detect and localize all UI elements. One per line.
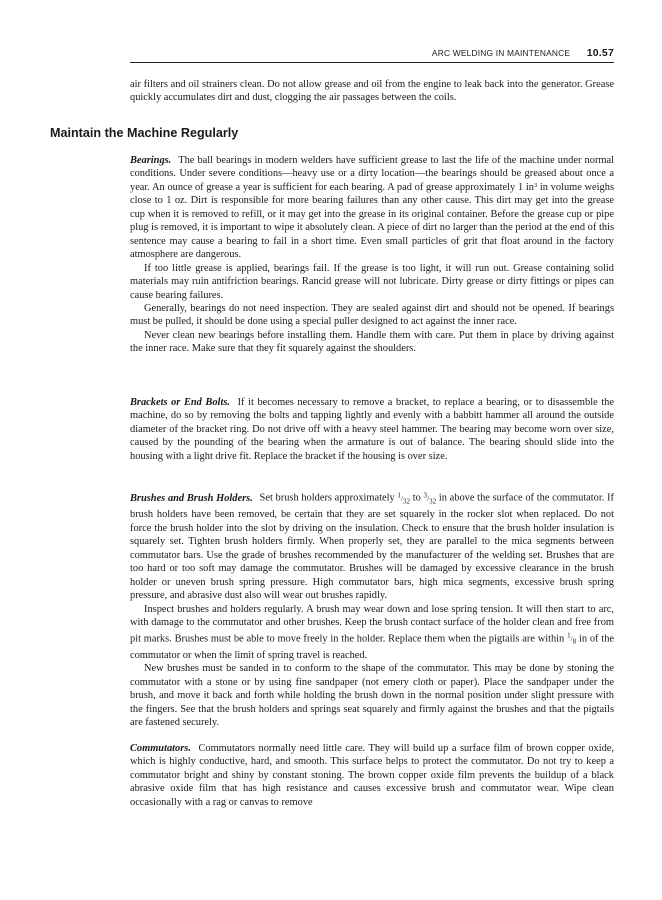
brushes-text-2a: Inspect brushes and holders regularly. A brush may wear down and lose spring tension. It will then start to arc, with damage to the commutator and other brushes. Keep the brush contact surface of the holder clean and free from pit marks. Brushes must be able to move freely in the holder. Replace them when the pigtails are within (130, 603, 614, 645)
brackets-block (130, 396, 614, 463)
commutators-heading: Commutators. (130, 743, 191, 754)
brushes-text-1a: Set brush holders approximately (259, 492, 398, 504)
bearings-paragraph-1 (130, 154, 614, 262)
running-header (130, 47, 614, 59)
bearings-text-1a: The ball bearings in modern welders have sufficient grease to last the life of the machine under normal conditions. Under severe conditions—heavy use or a dirty location—the bearings should be greased about once a year. An ounce of grease a year is sufficient for each bearing. A pad of grease approximately 1 in (130, 155, 614, 193)
brushes-paragraph-1 (130, 489, 614, 603)
brushes-to: to (410, 492, 424, 504)
brushes-heading: Brushes and Brush Holders. (130, 492, 253, 504)
bearings-paragraph-4: Never clean new bearings before installing them. Handle them with care. Put them in place by driving against the inner race. Make sure that they fit squarely against the shoulders. (130, 329, 614, 355)
brackets-heading: Brackets or End Bolts. (130, 397, 230, 408)
brushes-text-2b: in of the commutator or when the limit of spring travel is reached. (130, 633, 615, 661)
cubed-superscript: 3 (533, 181, 538, 189)
intro-paragraph-block (130, 78, 614, 105)
brushes-block (130, 489, 614, 730)
running-title: ARC WELDING IN MAINTENANCE (431, 48, 571, 58)
header-rule (130, 62, 614, 63)
bearings-paragraph-2: If too little grease is applied, bearings fail. If the grease is too light, it will run out. Grease containing solid materials may ruin antifriction bearings. Rancid grease will not lubricate. Dirty grease or dirty fittings or pipes can cause bearing failures. (130, 262, 614, 301)
brackets-text: If it becomes necessary to remove a bracket, to replace a bearing, or to disassemble the machine, do so by removing the bolts and tapping lightly and evenly with a babbitt hammer all around the outside diameter of the bracket ring. Do not drive off with a heavy steel hammer. The bearing may become worn over size, caused by the pounding of the bearing when the armature is out of balance. The bearing should slide into the housing with a light drive fit. Replace the bracket if the housing is over size. (130, 397, 614, 462)
commutators-paragraph-1 (130, 742, 614, 809)
fraction-3-32: $^3/_{32}$ (423, 491, 437, 505)
brushes-paragraph-2 (130, 603, 614, 663)
fraction-1-8: $^1/_8$ (567, 631, 577, 646)
commutators-text: Commutators normally need little care. They will build up a surface film of brown copper oxide, which is highly conductive, hard, and smooth. This surface helps to protect the commutator. Do not try to keep a commutator bright and shiny by constant stoning. The brown copper oxide film prevents the buildup of a black abrasive oxide film that has high resistance and causes excessive brush and commutator wear. Wipe clean occasionally with a rag or canvas to remove (130, 743, 614, 808)
commutators-block (130, 742, 614, 809)
bearings-paragraph-3: Generally, bearings do not need inspection. They are sealed against dirt and should not be opened. If bearings must be pulled, it should be done using a special puller designed to act against the inner race. (130, 302, 614, 328)
section-heading: Maintain the Machine Regularly (50, 126, 239, 140)
brackets-paragraph-1 (130, 396, 614, 463)
bearings-block (130, 154, 614, 356)
intro-paragraph: air filters and oil strainers clean. Do not allow grease and oil from the engine to leak back into the generator. Grease quickly accumulates dirt and dust, clogging the air passages between the coils. (130, 79, 614, 104)
bearings-heading: Bearings. (130, 155, 172, 166)
brushes-paragraph-3: New brushes must be sanded in to conform to the shape of the commutator. This may be done by stoning the commutator with a stone or by using fine sandpaper (not emery cloth or paper). Place the sandpaper under the brush, and move it back and forth while holding the brush down in the normal position under slight pressure with the fingers. See that the brush holders and springs seat squarely and firmly against the brushes and that the pigtails are fastened securely. (130, 663, 614, 729)
fraction-1-32: $^1/_{32}$ (397, 491, 410, 505)
page-number: 10.57 (586, 47, 614, 59)
bearings-text-1b: in volume weighs close to 1 oz. Dirt is responsible for more bearing failures than any other cause. This dirt may get into the grease cup when it is removed to refill, or it may get into the grease in its original container. Before the grease cup or pipe plug is removed, it is important to wipe it absolutely clean. A piece of dirt no larger than the period at the end of this sentence may cause a bearing to fail in a short time. Even small particles of grit that float around in the factory atmosphere are dangerous. (130, 181, 614, 261)
brushes-text-1b: in above the surface of the commutator. If brush holders have been removed, be certain that they are set squarely in the rocker slot when replaced. Do not force the brush holder into the slot by driving on the insulation. Check to ensure that the brush holder insulation is squarely set. Tighten brush holders firmly. When properly set, they are parallel to the mica segments between commutator bars. Use the grade of brushes recommended by the manufacturer of the welding set. Brushes that are too hard or too soft may damage the commutator. Brushes will be damaged by excessive clearance in the brush holder or uneven brush spring pressure. High commutator bars, high mica segments, excessive brush spring pressure, and abrasive dust also will wear out brushes rapidly. (130, 492, 614, 602)
